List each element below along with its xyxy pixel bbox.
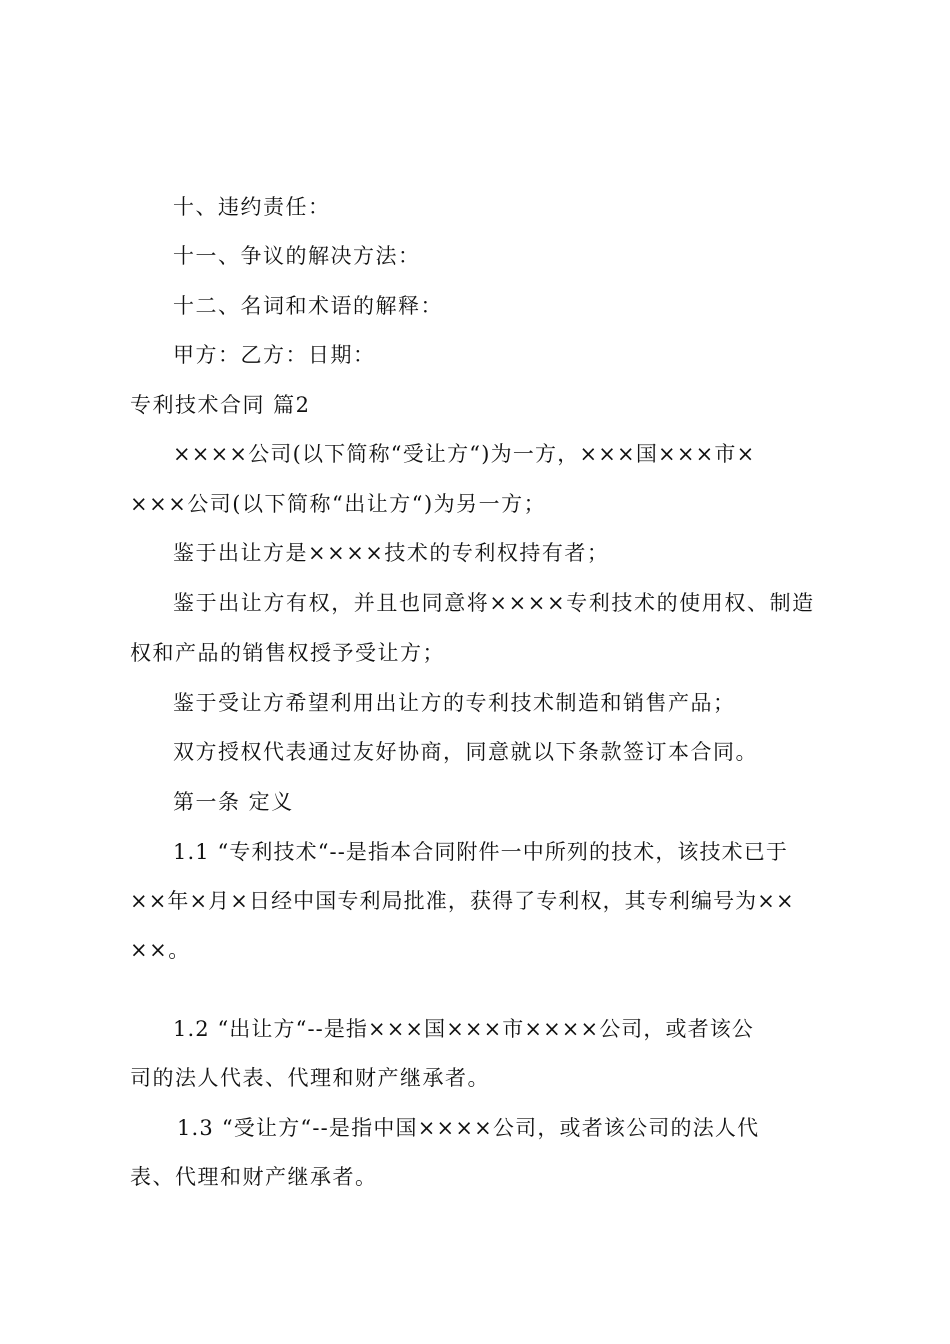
recital-2-line-1: 鉴于出让方有权，并且也同意将××××专利技术的使用权、制造 xyxy=(173,591,815,615)
signature-line: 甲方：乙方：日期： xyxy=(173,343,376,367)
definition-1-1-line-1: 1.1 “专利技术“--是指本合同附件一中所列的技术，该技术已于 xyxy=(173,840,788,864)
recital-1: 鉴于出让方是××××技术的专利权持有者； xyxy=(173,541,610,565)
recital-2-line-2: 权和产品的销售权授予受让方； xyxy=(130,641,445,665)
definition-1-3-line-1: 1.3 “受让方“--是指中国××××公司，或者该公司的法人代 xyxy=(177,1116,760,1140)
recital-3: 鉴于受让方希望利用出让方的专利技术制造和销售产品； xyxy=(173,691,736,715)
clause-ten-liability: 十、违约责任： xyxy=(173,195,331,219)
clause-eleven-dispute: 十一、争议的解决方法： xyxy=(173,244,421,268)
section-heading: 专利技术合同 篇2 xyxy=(130,393,311,417)
clause-twelve-terms: 十二、名词和术语的解释： xyxy=(173,294,443,318)
definition-1-3-line-2: 表、代理和财产继承者。 xyxy=(130,1165,378,1189)
definition-1-1-line-3: ××。 xyxy=(130,938,191,962)
definition-1-2-line-1: 1.2 “出让方“--是指×××国×××市××××公司，或者该公 xyxy=(173,1017,754,1041)
definition-1-1-line-2: ××年×月×日经中国专利局批准，获得了专利权，其专利编号为×× xyxy=(130,889,795,913)
paragraph-parties-line-2: ×××公司(以下简称“出让方“)为另一方； xyxy=(130,492,547,516)
article-one-heading: 第一条 定义 xyxy=(173,790,294,814)
agreement-statement: 双方授权代表通过友好协商，同意就以下条款签订本合同。 xyxy=(173,740,758,764)
paragraph-parties-line-1: ××××公司(以下简称“受让方“)为一方，×××国×××市× xyxy=(173,442,756,466)
definition-1-2-line-2: 司的法人代表、代理和财产继承者。 xyxy=(130,1066,490,1090)
